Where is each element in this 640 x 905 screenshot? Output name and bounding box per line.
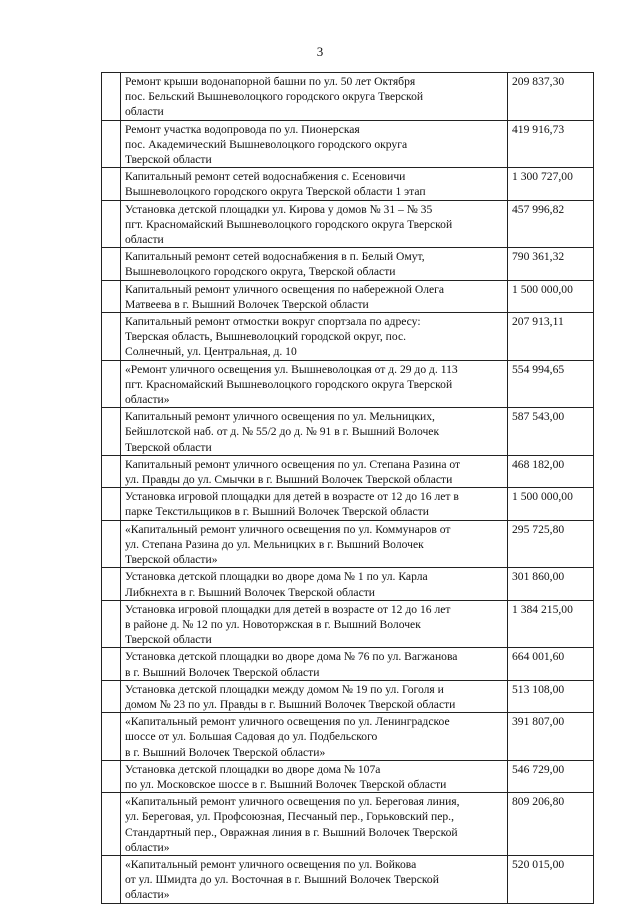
description-line: ул. Правды до ул. Смычки в г. Вышний Волочек Тверской области xyxy=(125,473,453,487)
description-line: Установка детской площадки во дворе дома № 1 по ул. Карла xyxy=(125,570,428,584)
description-line: ул. Береговая, ул. Профсоюзная, Песчаный пер., Горьковский пер., xyxy=(125,810,454,824)
description-line: пгт. Красномайский Вышневолоцкого городского округа Тверской xyxy=(125,217,453,231)
table-row xyxy=(102,120,594,168)
row-description xyxy=(121,168,508,200)
table-row xyxy=(102,648,594,680)
table-row xyxy=(102,280,594,312)
row-blank-cell xyxy=(102,360,121,408)
table-body xyxy=(102,73,594,904)
description-line: Установка игровой площадки для детей в возрасте от 12 до 16 лет xyxy=(125,602,451,616)
description-line: Капитальный ремонт уличного освещения по ул. Степана Разина от xyxy=(125,457,461,471)
row-blank-cell xyxy=(102,793,121,856)
table-row xyxy=(102,713,594,761)
row-description xyxy=(121,360,508,408)
table-row xyxy=(102,793,594,856)
table-row xyxy=(102,760,594,792)
description-line: Тверской области xyxy=(125,633,212,647)
description-line: области» xyxy=(125,393,170,407)
row-blank-cell xyxy=(102,455,121,487)
description-line: Вышневолоцкого городского округа, Тверской области xyxy=(125,265,396,279)
table-row xyxy=(102,200,594,248)
row-description xyxy=(121,455,508,487)
row-amount: 1 300 727,00 xyxy=(508,168,594,200)
description-line: Капитальный ремонт уличного освещения по ул. Мельницких, xyxy=(125,410,435,424)
description-line: пос. Бельский Вышневолоцкого городского округа Тверской xyxy=(125,90,424,104)
row-description xyxy=(121,280,508,312)
table-row xyxy=(102,680,594,712)
table-row xyxy=(102,408,594,456)
description-line: «Капитальный ремонт уличного освещения по ул. Коммунаров от xyxy=(125,522,451,536)
row-description xyxy=(121,760,508,792)
row-blank-cell xyxy=(102,520,121,568)
description-line: в районе д. № 12 по ул. Новоторжская в г. Вышний Волочек xyxy=(125,617,421,631)
description-line: домом № 23 по ул. Правды в г. Вышний Волочек Тверской области xyxy=(125,697,456,711)
row-blank-cell xyxy=(102,200,121,248)
table-row xyxy=(102,313,594,361)
description-line: Тверской области» xyxy=(125,553,218,567)
description-line: Стандартный пер., Овражная линия в г. Вышний Волочек Тверской xyxy=(125,825,458,839)
description-line: в г. Вышний Волочек Тверской области xyxy=(125,665,320,679)
description-line: Солнечный, ул. Центральная, д. 10 xyxy=(125,345,297,359)
description-line: ул. Степана Разина до ул. Мельницких в г. Вышний Волочек xyxy=(125,537,424,551)
description-line: Капитальный ремонт сетей водоснабжения с. Есеновичи xyxy=(125,170,406,184)
row-description xyxy=(121,713,508,761)
row-amount: 554 994,65 xyxy=(508,360,594,408)
row-blank-cell xyxy=(102,73,121,121)
row-amount: 1 384 215,00 xyxy=(508,600,594,648)
row-amount: 419 916,73 xyxy=(508,120,594,168)
row-description xyxy=(121,488,508,520)
row-description xyxy=(121,600,508,648)
table-row xyxy=(102,520,594,568)
table-row xyxy=(102,248,594,280)
row-description xyxy=(121,120,508,168)
description-line: по ул. Московское шоссе в г. Вышний Волочек Тверской области xyxy=(125,777,447,791)
row-blank-cell xyxy=(102,855,121,903)
description-line: Ремонт участка водопровода по ул. Пионерская xyxy=(125,122,360,136)
row-amount: 391 807,00 xyxy=(508,713,594,761)
description-line: Установка детской площадки во дворе дома № 107а xyxy=(125,762,381,776)
row-blank-cell xyxy=(102,313,121,361)
row-description xyxy=(121,568,508,600)
row-amount: 295 725,80 xyxy=(508,520,594,568)
row-amount: 1 500 000,00 xyxy=(508,488,594,520)
description-line: Установка детской площадки между домом № 19 по ул. Гоголя и xyxy=(125,682,444,696)
description-line: «Капитальный ремонт уличного освещения по ул. Войкова xyxy=(125,857,417,871)
page-number: 3 xyxy=(316,44,324,59)
row-blank-cell xyxy=(102,488,121,520)
description-line: Капитальный ремонт уличного освещения по набережной Олега xyxy=(125,282,445,296)
description-line: «Капитальный ремонт уличного освещения по ул. Береговая линия, xyxy=(125,795,460,809)
row-description xyxy=(121,680,508,712)
description-line: Установка детской площадки ул. Кирова у домов № 31 – № 35 xyxy=(125,202,433,216)
row-amount: 301 860,00 xyxy=(508,568,594,600)
description-line: области xyxy=(125,105,164,119)
row-amount: 457 996,82 xyxy=(508,200,594,248)
row-blank-cell xyxy=(102,680,121,712)
description-line: пос. Академический Вышневолоцкого городского округа xyxy=(125,137,408,151)
row-blank-cell xyxy=(102,280,121,312)
description-line: Тверская область, Вышневолоцкий городской округ, пос. xyxy=(125,330,406,344)
row-amount: 468 182,00 xyxy=(508,455,594,487)
row-amount: 790 361,32 xyxy=(508,248,594,280)
description-line: «Капитальный ремонт уличного освещения по ул. Ленинградское xyxy=(125,715,450,729)
row-amount: 809 206,80 xyxy=(508,793,594,856)
table-row xyxy=(102,568,594,600)
table-row xyxy=(102,455,594,487)
description-line: Тверской области xyxy=(125,153,212,167)
budget-table xyxy=(101,72,594,904)
row-amount: 207 913,11 xyxy=(508,313,594,361)
row-blank-cell xyxy=(102,408,121,456)
description-line: Установка детской площадки во дворе дома № 76 по ул. Вагжанова xyxy=(125,650,458,664)
row-blank-cell xyxy=(102,600,121,648)
description-line: области» xyxy=(125,888,170,902)
row-blank-cell xyxy=(102,760,121,792)
row-description xyxy=(121,855,508,903)
row-blank-cell xyxy=(102,248,121,280)
row-amount: 546 729,00 xyxy=(508,760,594,792)
description-line: шоссе от ул. Большая Садовая до ул. Подбельского xyxy=(125,730,378,744)
row-amount: 664 001,60 xyxy=(508,648,594,680)
row-amount: 209 837,30 xyxy=(508,73,594,121)
description-line: парке Текстильщиков в г. Вышний Волочек Тверской области xyxy=(125,505,429,519)
row-amount: 1 500 000,00 xyxy=(508,280,594,312)
row-amount: 587 543,00 xyxy=(508,408,594,456)
description-line: Матвеева в г. Вышний Волочек Тверской области xyxy=(125,297,369,311)
row-description xyxy=(121,408,508,456)
table-row xyxy=(102,73,594,121)
description-line: Тверской области xyxy=(125,440,212,454)
row-amount: 513 108,00 xyxy=(508,680,594,712)
description-line: Либкнехта в г. Вышний Волочек Тверской области xyxy=(125,585,375,599)
row-description xyxy=(121,200,508,248)
description-line: Вышневолоцкого городского округа Тверской области 1 этап xyxy=(125,185,426,199)
description-line: пгт. Красномайский Вышневолоцкого городского округа Тверской xyxy=(125,377,453,391)
description-line: Капитальный ремонт сетей водоснабжения в п. Белый Омут, xyxy=(125,250,425,264)
row-description xyxy=(121,793,508,856)
row-description xyxy=(121,73,508,121)
row-description xyxy=(121,248,508,280)
table-row xyxy=(102,488,594,520)
description-line: области» xyxy=(125,840,170,854)
row-description xyxy=(121,648,508,680)
description-line: области xyxy=(125,233,164,247)
description-line: Бейшлотской наб. от д. № 55/2 до д. № 91 в г. Вышний Волочек xyxy=(125,425,440,439)
row-amount: 520 015,00 xyxy=(508,855,594,903)
row-blank-cell xyxy=(102,713,121,761)
table-row xyxy=(102,600,594,648)
description-line: Капитальный ремонт отмостки вокруг спортзала по адресу: xyxy=(125,315,421,329)
row-blank-cell xyxy=(102,648,121,680)
description-line: «Ремонт уличного освещения ул. Вышневолоцкая от д. 29 до д. 113 xyxy=(125,362,458,376)
row-description xyxy=(121,313,508,361)
description-line: в г. Вышний Волочек Тверской области» xyxy=(125,745,326,759)
row-blank-cell xyxy=(102,568,121,600)
row-blank-cell xyxy=(102,120,121,168)
description-line: Ремонт крыши водонапорной башни по ул. 50 лет Октября xyxy=(125,75,416,88)
row-description xyxy=(121,520,508,568)
table-row xyxy=(102,168,594,200)
description-line: Установка игровой площадки для детей в возрасте от 12 до 16 лет в xyxy=(125,490,459,504)
row-blank-cell xyxy=(102,168,121,200)
table-row xyxy=(102,360,594,408)
table-row xyxy=(102,855,594,903)
description-line: от ул. Шмидта до ул. Восточная в г. Вышний Волочек Тверской xyxy=(125,873,439,887)
